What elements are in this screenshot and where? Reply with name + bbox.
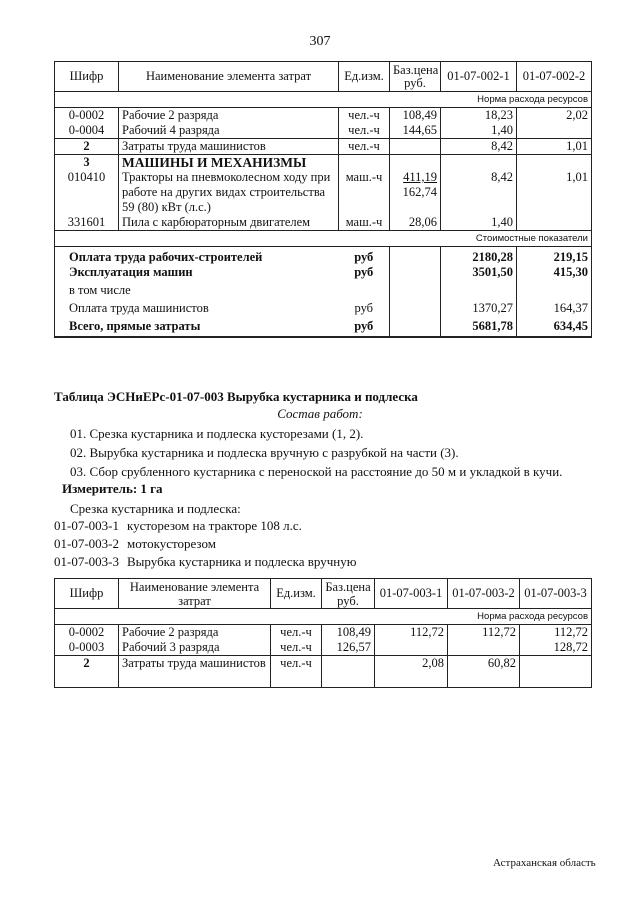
header-price: Баз.цена руб. [322, 579, 375, 609]
item-code: 01-07-003-3 [54, 554, 119, 569]
table-row: 2 Затраты труда машинистов чел.-ч 8,42 1,01 [55, 139, 592, 155]
item-text: мотокусторезом [127, 536, 216, 551]
subtitle: Срезка кустарника и подлеска: [70, 501, 241, 516]
norm-label: Норма расхода ресурсов [55, 609, 592, 625]
table-row: 010410 Тракторы на пневмоколесном ходу при работе на других видах строительства 59 (80) кВт (л.с.) маш.-ч 411,19 162,74 8,42 1,01 [55, 170, 592, 215]
table-row: 0-0004 Рабочий 4 разряда чел.-ч 144,65 1,40 [55, 123, 592, 139]
header-price: Баз.цена руб. [390, 62, 441, 92]
section-title: Таблица ЭСНиЕРс-01-07-003 Вырубка кустарника и подлеска [54, 389, 418, 404]
resource-table-1 [54, 61, 592, 338]
header-unit: Ед.изм. [271, 579, 322, 609]
table-row: 3 МАШИНЫ И МЕХАНИЗМЫ [55, 155, 592, 171]
header-code: Шифр [55, 579, 119, 609]
resource-table-2 [54, 578, 592, 688]
header-name: Наименование элемента затрат [119, 62, 339, 92]
header-col2: 01-07-003-2 [448, 579, 520, 609]
work-title: Состав работ: [277, 406, 363, 421]
meter: Измеритель: 1 га [62, 481, 163, 496]
header-unit: Ед.изм. [339, 62, 390, 92]
header-col1: 01-07-002-1 [441, 62, 517, 92]
table-row: 0-0002 Рабочие 2 разряда чел.-ч 108,49 18,23 2,02 [55, 108, 592, 124]
table-row: 331601 Пила с карбюраторным двигателем маш.-ч 28,06 1,40 [55, 215, 592, 231]
item-code: 01-07-003-1 [54, 518, 119, 533]
page-number: 307 [309, 34, 331, 49]
table-row: 0-0003 Рабочий 3 разряда чел.-ч 126,57 128,72 [55, 640, 592, 656]
cost-row: Всего, прямые затраты руб 5681,78 634,45 [55, 319, 592, 337]
item-code: 01-07-003-2 [54, 536, 119, 551]
header-col3: 01-07-003-3 [520, 579, 592, 609]
table-row: 2 Затраты труда машинистов чел.-ч 2,08 60,82 [55, 656, 592, 688]
cost-label: Стоимостные показатели [55, 231, 592, 247]
cost-row: в том числе [55, 283, 592, 301]
work-item: 02. Вырубка кустарника и подлеска вручную с разрубкой на части (3). [70, 445, 459, 460]
work-item: 01. Срезка кустарника и подлеска кусторезами (1, 2). [70, 426, 364, 441]
work-item: 03. Сбор срубленного кустарника с переноской на расстояние до 50 м и укладкой в кучи. [70, 464, 563, 479]
header-code: Шифр [55, 62, 119, 92]
cost-row: Эксплуатация машин руб 3501,50 415,30 [55, 265, 592, 283]
header-name: Наименование элемента затрат [119, 579, 271, 609]
header-col2: 01-07-002-2 [517, 62, 592, 92]
norm-label: Норма расхода ресурсов [55, 92, 592, 108]
footer-region: Астраханская область [493, 857, 596, 869]
table-row: 0-0002 Рабочие 2 разряда чел.-ч 108,49 112,72 112,72 112,72 [55, 625, 592, 641]
item-text: Вырубка кустарника и подлеска вручную [127, 554, 357, 569]
cost-row: Оплата труда рабочих-строителей руб 2180,28 219,15 [55, 247, 592, 265]
item-text: кусторезом на тракторе 108 л.с. [127, 518, 302, 533]
cost-row: Оплата труда машинистов руб 1370,27 164,37 [55, 301, 592, 319]
header-col1: 01-07-003-1 [375, 579, 448, 609]
